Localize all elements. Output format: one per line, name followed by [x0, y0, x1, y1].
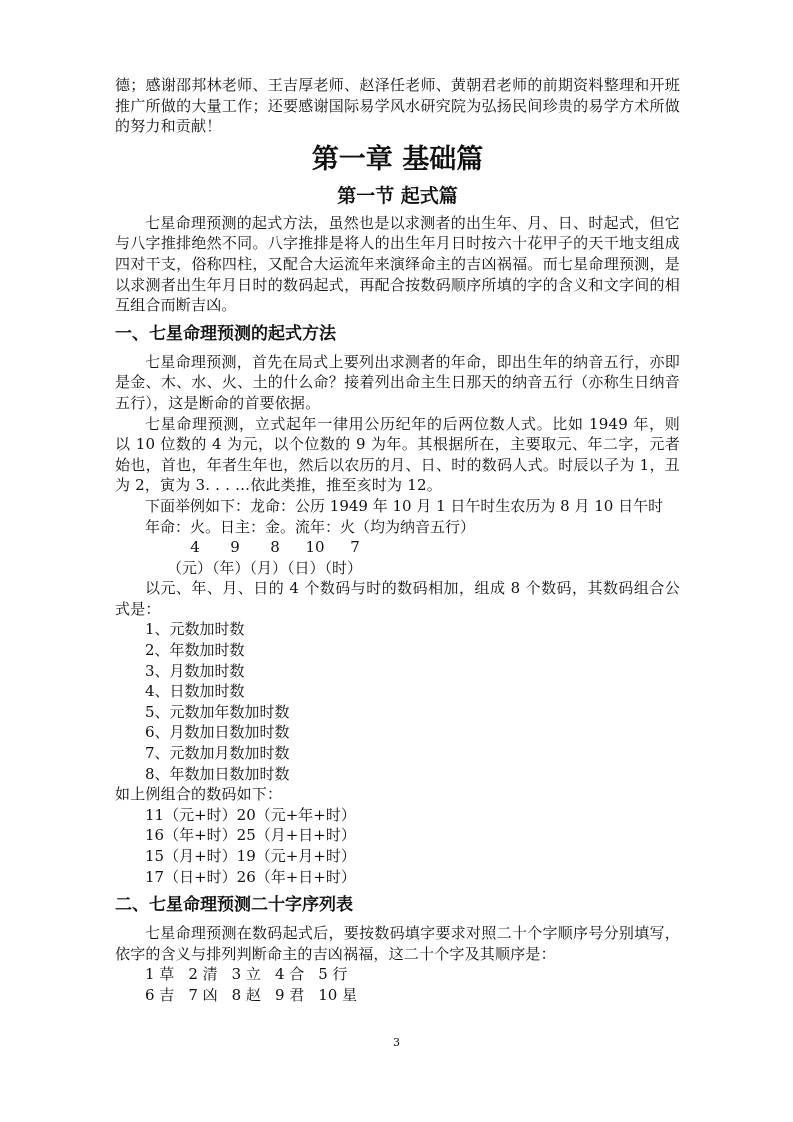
example-labels: （元）（年）（月）（日）（时）	[167, 558, 363, 577]
char-item: 2 清	[188, 965, 218, 984]
example-number: 7	[350, 538, 360, 557]
example-number: 8	[270, 538, 280, 557]
section-intro: 七星命理预测的起式方法，虽然也是以求测者的出生年、月、日、时起式，但它与八字推排绝然不同。八字推排是将人的出生年月日时按六十花甲子的天干地支组成四对干支，俗称四柱，又配合大运流年来演绎命主的吉凶祸福。而七星命理预测，是以求测者出生年月日时的数码起式，再配合按数码顺序所填的字的含义和文字间的相互组合而断吉凶。	[115, 213, 680, 315]
page-number: 3	[393, 1036, 400, 1049]
combo-item: 15（月+时）19（元+月+时）	[145, 847, 356, 865]
combo-intro: 如上例组合的数码如下：	[115, 785, 283, 804]
example-line-2: 年命：火。日主：金。流年：火（均为纳音五行）	[145, 517, 476, 536]
combo-item: 16（年+时）25（月+日+时）	[145, 826, 356, 845]
example-number: 9	[230, 538, 240, 557]
char-item: 9 君	[274, 985, 305, 1004]
char-item: 6 吉	[145, 985, 175, 1004]
example-line-1: 下面举例如下：龙命：公历 1949 年 10 月 1 日午时生农历为 8 月 10 日午时	[145, 496, 664, 515]
example-number: 10	[305, 538, 325, 557]
char-item: 5 行	[318, 965, 348, 984]
char-row	[115, 985, 680, 1006]
formula-item: 6、月数加日数加时数	[145, 723, 290, 742]
combo-item: 17（日+时）26（年+日+时）	[145, 867, 356, 886]
char-item: 3 立	[231, 965, 261, 984]
paragraph-4: 七星命理预测在数码起式后，要按数码填字要求对照二十个字顺序号分别填写，依字的含义与排列判断命主的吉凶祸福，这二十个字及其顺序是：	[115, 924, 680, 963]
char-row	[115, 964, 680, 985]
char-item: 10 星	[318, 985, 358, 1004]
heading-2: 二、七星命理预测二十字序列表	[115, 895, 353, 916]
chapter-title: 第一章 基础篇	[311, 143, 484, 175]
formula-item: 1、元数加时数	[145, 620, 245, 639]
formula-item: 4、日数加时数	[145, 682, 245, 701]
document-page	[115, 75, 680, 1006]
formula-item: 2、年数加时数	[145, 641, 245, 660]
example-number: 4	[190, 538, 200, 557]
section-title: 第一节 起式篇	[337, 184, 458, 207]
example-numbers	[115, 537, 680, 558]
formula-item: 3、月数加时数	[145, 661, 245, 680]
char-item: 7 凶	[188, 985, 218, 1004]
formula-item: 8、年数加日数加时数	[145, 764, 290, 783]
paragraph-3: 以元、年、月、日的 4 个数码与时的数码相加，组成 8 个数码，其数码组合公式是：	[115, 579, 680, 618]
formula-item: 7、元数加月数加时数	[145, 744, 290, 763]
combo-item: 11（元+时）20（元+年+时）	[145, 805, 356, 824]
paragraph-1: 七星命理预测，首先在局式上要列出求测者的年命，即出生年的纳音五行，亦即是金、木、水、火、土的什么命？接着列出命主生日那天的纳音五行（亦称生日纳音五行），这是断命的首要依据。	[115, 352, 680, 412]
paragraph-2: 七星命理预测，立式起年一律用公历纪年的后两位数人式。比如 1949 年，则以 10 位数的 4 为元，以个位数的 9 为年。其根据所在，主要取元、年二字，元者始也，首也，年者生年也，然后以农历的月、日、时的数码人式。时辰以子为 1，丑为 2，寅为 3. . . …依此类推，推至亥时为 12。	[115, 414, 680, 495]
formula-item: 5、元数加年数加时数	[145, 702, 290, 721]
intro-continuation: 德；感谢邵邦林老师、王吉厚老师、赵泽任老师、黄朝君老师的前期资料整理和开班推广所做的大量工作；还要感谢国际易学风水研究院为弘扬民间珍贵的易学方术所做的努力和贡献！	[115, 76, 680, 136]
char-item: 4 合	[274, 965, 305, 984]
char-item: 8 赵	[231, 985, 261, 1004]
heading-1: 一、七星命理预测的起式方法	[115, 323, 336, 344]
char-item: 1 草	[145, 965, 175, 984]
